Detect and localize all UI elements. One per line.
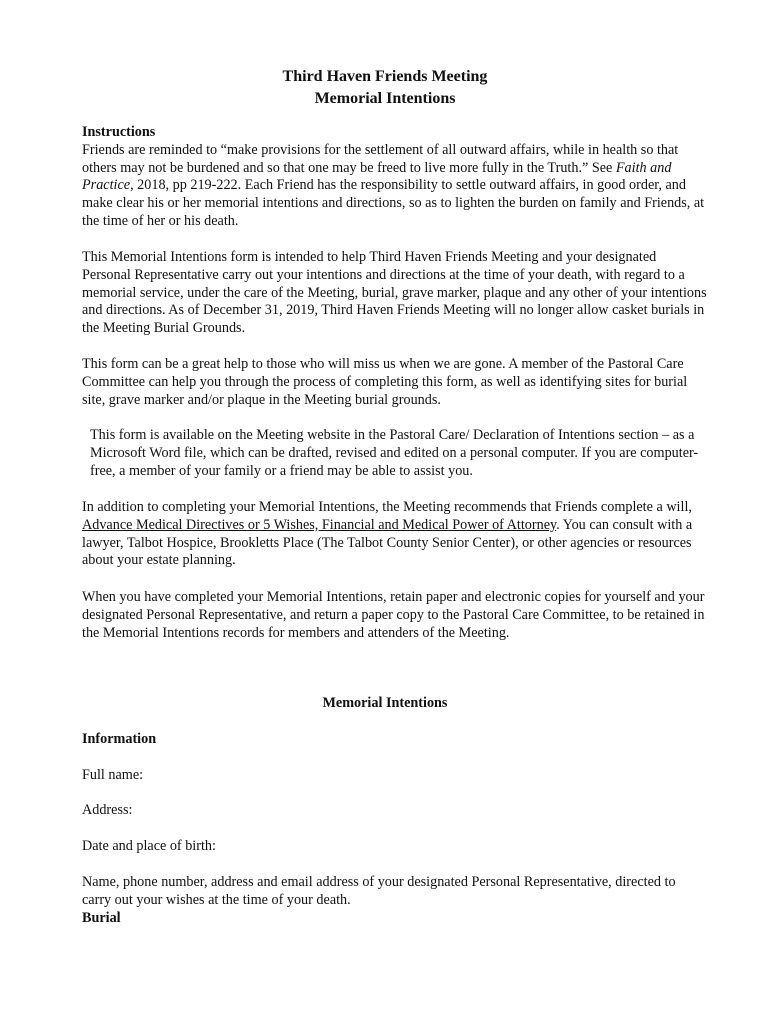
instructions-paragraph-1 (82, 142, 707, 231)
instructions-paragraph-5 (82, 499, 707, 570)
p1-text-a: Friends are reminded to “make provisions for the settlement of all outward affairs, while in health so that others may not be burdened and so that one may be freed to live more fully in the Truth.” See (82, 141, 679, 176)
representative-label: Name, phone number, address and email address of your designated Personal Representative, directed to carry out your wishes at the time of your death. (82, 874, 676, 908)
title-line-1: Third Haven Friends Meeting (282, 68, 488, 85)
address-label: Address: (82, 802, 133, 818)
form-section-title: Memorial Intentions (322, 695, 448, 711)
title-line-2: Memorial Intentions (314, 90, 456, 107)
p3-text: This form can be a great help to those who will miss us when we are gone. A member of the Pastoral Care Committee can help you through the process of completing this form, as well as identifying sites for burial site, grave marker and/or plaque in the Meeting burial grounds. (82, 356, 688, 408)
p6-text: When you have completed your Memorial Intentions, retain paper and electronic copies for yourself and your designated Personal Representative, and return a paper copy to the Pastoral Care Committee, to be retained in the Memorial Intentions records for members and attenders of the Meeting. (82, 589, 705, 641)
p5-text-a: In addition to completing your Memorial Intentions, the Meeting recommends that Friends complete a will, (82, 499, 692, 515)
instructions-paragraph-4 (82, 427, 704, 480)
birth-label: Date and place of birth: (82, 838, 216, 854)
p5-text-b: . You can consult with a lawyer, Talbot Hospice, Brookletts Place (The Talbot County Senior Center), or other agencies or resources about your estate planning. (82, 516, 693, 569)
instructions-paragraph-3 (82, 356, 707, 409)
p5-text (82, 499, 707, 570)
advance-directives-link[interactable]: Advance Medical Directives or 5 Wishes, Financial and Medical Power of Attorney (82, 516, 557, 533)
p4-text: This form is available on the Meeting website in the Pastoral Care/ Declaration of Intentions section – as a Microsoft Word file, which can be drafted, revised and edited on a personal computer. If you are computer-free, a member of your family or a friend may be able to assist you. (90, 427, 699, 479)
instructions-paragraph-6 (82, 589, 707, 642)
burial-heading: Burial (82, 910, 121, 926)
p1-text-b: , 2018, pp 219-222. Each Friend has the responsibility to settle outward affairs, in good order, and make clear his or her memorial intentions and directions, so as to lighten the burden on family and Friends, at the time of her or his death. (82, 177, 705, 229)
document-title (0, 66, 770, 110)
information-heading: Information (82, 731, 157, 747)
full-name-label: Full name: (82, 767, 144, 783)
faith-and-practice-title: Faith and Practice (82, 159, 672, 194)
instructions-paragraph-2 (82, 249, 707, 338)
instructions-heading: Instructions (82, 124, 156, 140)
instructions-section (82, 124, 707, 231)
p2-text: This Memorial Intentions form is intended to help Third Haven Friends Meeting and your designated Personal Representative carry out your intentions and directions at the time of your death, with regard to a memorial service, under the care of the Meeting, burial, grave marker, plaque and any other of your intentions and directions. As of December 31, 2019, Third Haven Friends Meeting will no longer allow casket burials in the Meeting Burial Grounds. (82, 249, 707, 337)
